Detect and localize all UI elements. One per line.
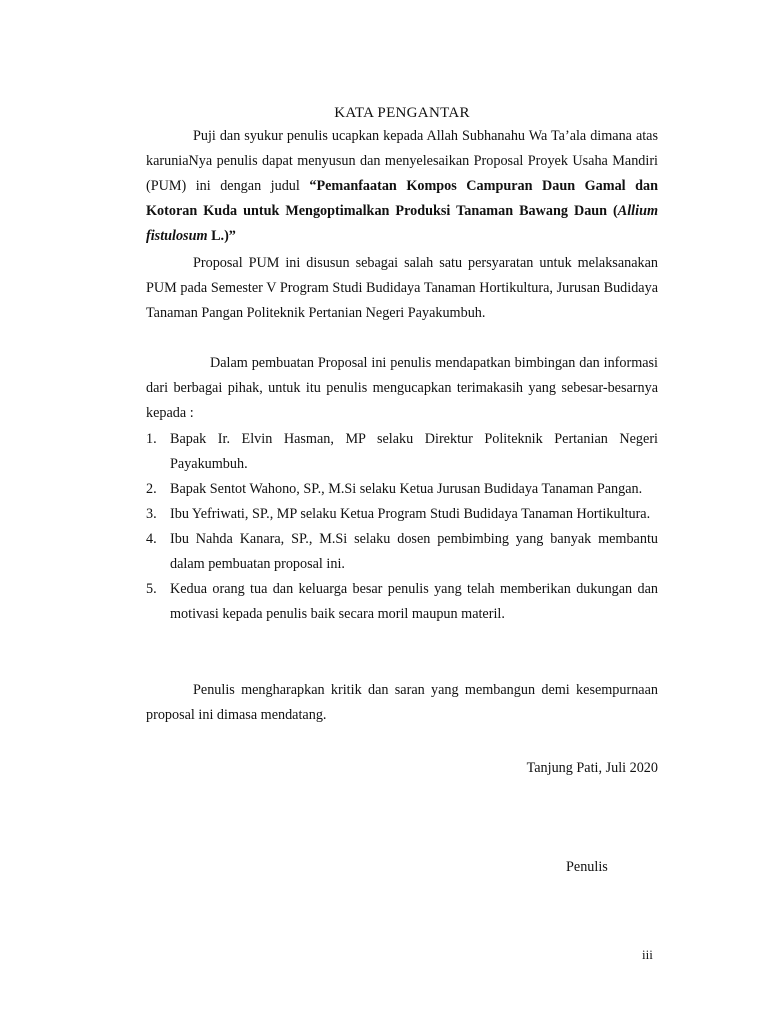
list-item: 2. Bapak Sentot Wahono, SP., M.Si selaku Ketua Jurusan Budidaya Tanaman Pangan. xyxy=(146,481,643,497)
thanks-list xyxy=(146,427,658,627)
paragraph-thanks-intro: Dalam pembuatan Proposal ini penulis mendapatkan bimbingan dan informasi dari berbagai pihak, untuk itu penulis mengucapkan terimakasih yang sebesar-besarnya kepada : xyxy=(146,355,658,421)
page-number: iii xyxy=(642,947,653,962)
list-item: 1. Bapak Ir. Elvin Hasman, MP selaku Direktur Politeknik Pertanian Negeri Payakumbuh. xyxy=(146,431,658,472)
signer-name: Penulis xyxy=(566,859,608,875)
opening-text: Puji dan syukur penulis ucapkan kepada Allah Subhanahu Wa Ta’ala dimana atas karuniaNya penulis dapat menyusun dan menyelesaikan Proposal Proyek Usaha Mandiri (PUM) ini dengan judul xyxy=(146,128,658,194)
proposal-title-bold: “Pemanfaatan Kompos Campuran Daun Gamal dan Kotoran Kuda untuk Mengoptimalkan Produksi Tanaman Bawang Daun (Allium fistulosum L.)” xyxy=(146,178,659,244)
species-name: Allium fistulosum xyxy=(146,203,658,244)
list-item: 4. Ibu Nahda Kanara, SP., M.Si selaku dosen pembimbing yang banyak membantu dalam pembuatan proposal ini. xyxy=(146,531,658,572)
paragraph-purpose: Proposal PUM ini disusun sebagai salah satu persyaratan untuk melaksanakan PUM pada Semester V Program Studi Budidaya Tanaman Hortikultura, Jurusan Budidaya Tanaman Pangan Politeknik Pertanian Negeri Payakumbuh. xyxy=(146,255,658,321)
place-date: Tanjung Pati, Juli 2020 xyxy=(526,760,658,776)
list-item: 3. Ibu Yefriwati, SP., MP selaku Ketua Program Studi Budidaya Tanaman Hortikultura. xyxy=(146,506,651,522)
paragraph-closing: Penulis mengharapkan kritik dan saran yang membangun demi kesempurnaan proposal ini dimasa mendatang. xyxy=(146,682,658,723)
page-title: KATA PENGANTAR xyxy=(334,105,470,121)
list-item: 5. Kedua orang tua dan keluarga besar penulis yang telah memberikan dukungan dan motivasi kepada penulis baik secara moril maupun materil. xyxy=(146,581,658,622)
paragraph-opening xyxy=(146,124,658,249)
